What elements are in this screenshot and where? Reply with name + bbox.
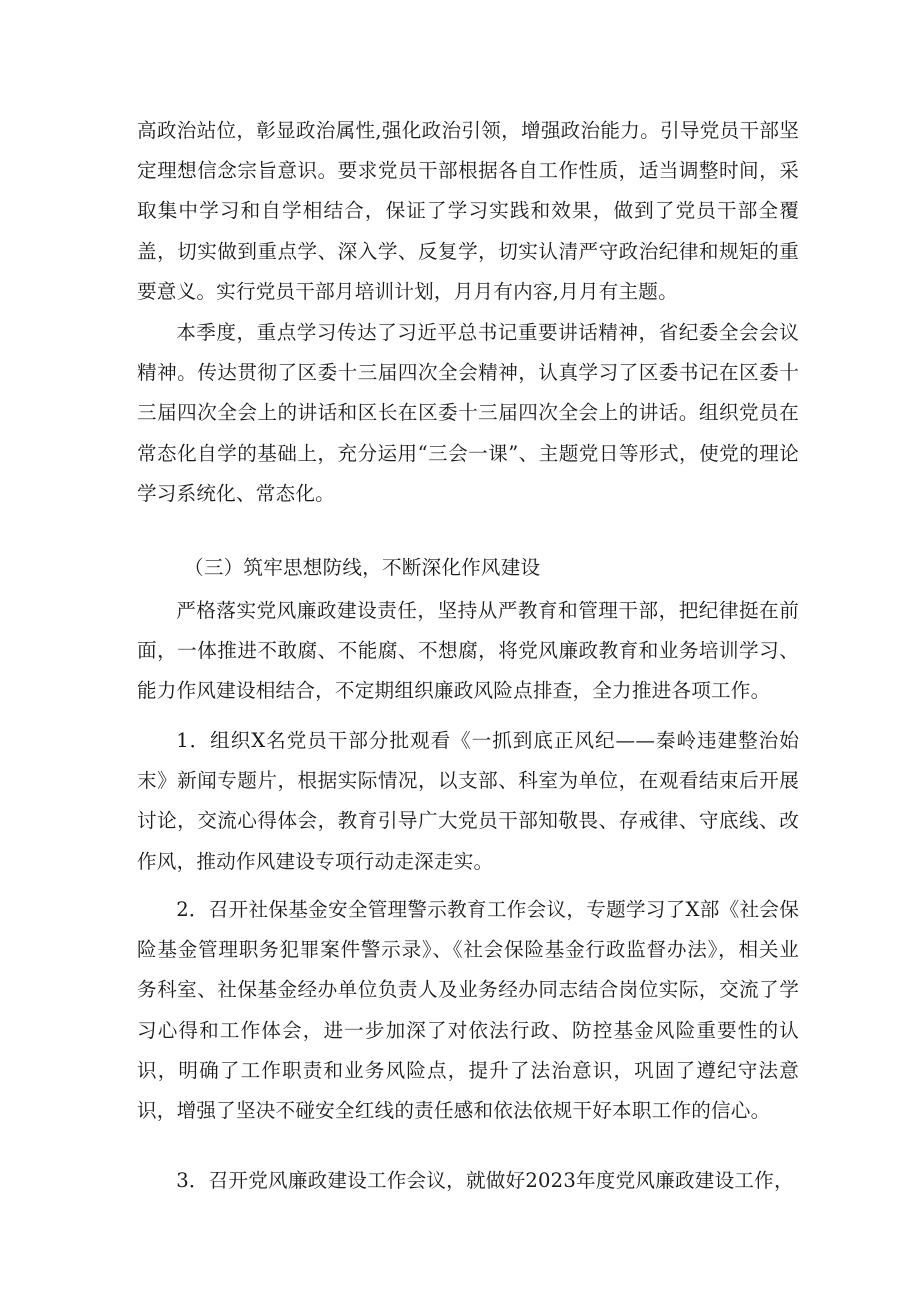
section-heading-3: （三）筑牢思想防线，不断深化作风建设: [184, 556, 541, 579]
list-item-3: 3．召开党风廉政建设工作会议，就做好2023年度党风廉政建设工作，: [176, 1169, 794, 1192]
paragraph-quarterly-study: 本季度，重点学习传达了习近平总书记重要讲话精神，省纪委全会会议精神。传达贯彻了区委十三届四次全会精神，认真学习了区委书记在区委十三届四次全会上的讲话和区长在区委十三届四次全会上的讲话。组织党员在常态化自学的基础上，充分运用“三会一课”、主题党日等形式，使党的理论学习系统化、常态化。: [137, 321, 799, 505]
paragraph-discipline: 严格落实党风廉政建设责任，坚持从严教育和管理干部，把纪律挺在前面，一体推进不敢腐、不能腐、不想腐，将党风廉政教育和业务培训学习、能力作风建设相结合，不定期组织廉政风险点排查，全力推进各项工作。: [137, 599, 799, 703]
paragraph-political-stance: 高政治站位，彰显政治属性,强化政治引领，增强政治能力。引导党员干部坚定理想信念宗旨意识。要求党员干部根据各自工作性质，适当调整时间，采取集中学习和自学相结合，保证了学习实践和效果，做到了党员干部全覆盖，切实做到重点学、深入学、反复学，切实认清严守政治纪律和规矩的重要意义。实行党员干部月培训计划，月月有内容,月月有主题。: [137, 119, 799, 303]
list-item-2: 2．召开社保基金安全管理警示教育工作会议，专题学习了X部《社会保险基金管理职务犯罪案件警示录》、《社会保险基金行政监督办法》，相关业务科室、社保基金经办单位负责人及业务经办同志结合岗位实际，交流了学习心得和工作体会，进一步加深了对依法行政、防控基金风险重要性的认识，明确了工作职责和业务风险点，提升了法治意识，巩固了遵纪守法意识，增强了坚决不碰安全红线的责任感和依法依规干好本职工作的信心。: [137, 898, 799, 1123]
list-item-1: 1．组织X名党员干部分批观看《一抓到底正风纪——秦岭违建整治始末》新闻专题片，根据实际情况，以支部、科室为单位，在观看结束后开展讨论，交流心得体会，教育引导广大党员干部知敬畏、存戒律、守底线、改作风，推动作风建设专项行动走深走实。: [137, 729, 799, 873]
